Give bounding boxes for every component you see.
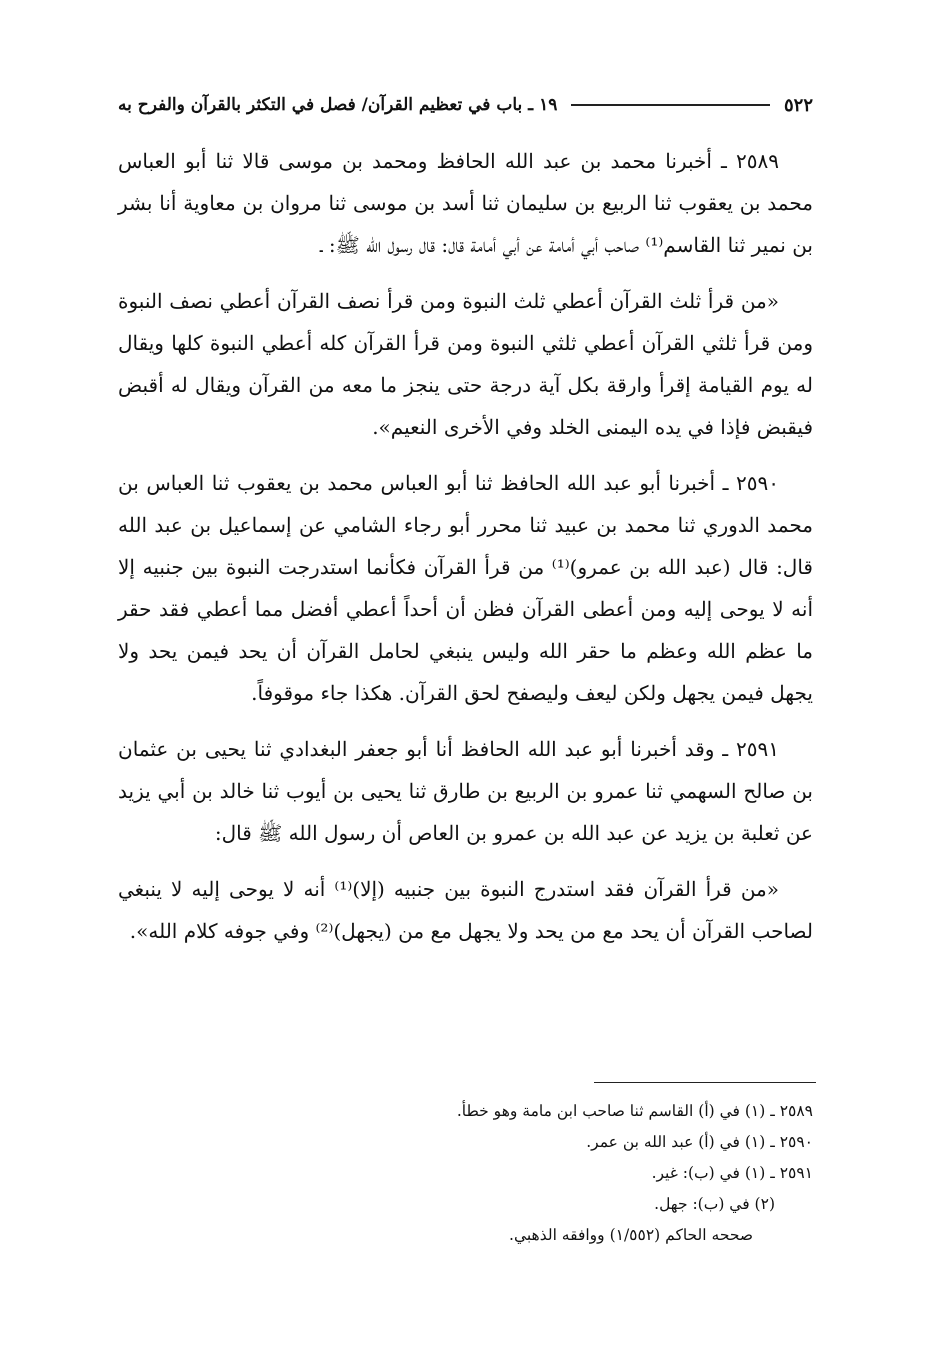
hadith-2591-matn: «من قرأ القرآن فقد استدرج النبوة بين جنبيه (إلا)⁽¹⁾ أنه لا يوحى إليه لا ينبغي لصاحب القرآن أن يحد مع من يحد ولا يجهل مع من (يجهل)⁽²⁾ وفي جوفه كلام الله». bbox=[118, 877, 813, 943]
footnote-authentication: صححه الحاكم (١/٥٥٢) ووافقه الذهبي. bbox=[509, 1226, 753, 1244]
header-rule bbox=[571, 104, 770, 106]
footnotes bbox=[300, 1096, 813, 1251]
hadith-2589-matn: «من قرأ ثلث القرآن أعطي ثلث النبوة ومن قرأ نصف القرآن أعطي نصف النبوة ومن قرأ ثلثي القرآن أعطي ثلثي النبوة ومن قرأ القرآن كله أعطي النبوة كلها ويقال له يوم القيامة إقرأ وارقة بكل آية درجة حتى ينجز ما معه من القرآن ويقال له أقبض فيقبض فإذا في يده اليمنى الخلد وفي الأخرى النعيم». bbox=[118, 289, 813, 439]
footnote-2590-1: ٢٥٩٠ ـ (١) في (أ) عبد الله بن عمر. bbox=[586, 1133, 813, 1151]
footnote-2591-2: (٢) في (ب): جهل. bbox=[654, 1195, 775, 1213]
hadith-2591-isnad: ٢٥٩١ ـ وقد أخبرنا أبو عبد الله الحافظ أنا أبو جعفر البغدادي ثنا يحيى بن عثمان بن صالح السهمي ثنا عمرو بن الربيع بن طارق ثنا يحيى بن أيوب ثنا خالد بن أبي يزيد عن ثعلبة بن يزيد عن عبد الله بن عمرو بن العاص أن رسول الله ﷺ قال: bbox=[118, 737, 814, 845]
running-title: ١٩ ـ باب في تعظيم القرآن/ فصل في التكثر بالقرآن والفرح به bbox=[118, 95, 558, 115]
footnote-2591-1: ٢٥٩١ ـ (١) في (ب): غير. bbox=[651, 1164, 813, 1182]
page-number: ٥٢٢ bbox=[783, 94, 813, 116]
hadith-2590: ٢٥٩٠ ـ أخبرنا أبو عبد الله الحافظ ثنا أبو العباس محمد بن يعقوب ثنا العباس بن محمد الدوري ثنا محمد بن عبيد ثنا محرر أبو رجاء الشامي عن إسماعيل بن عبد الله قال: قال (عبد الله بن عمرو)⁽¹⁾ من قرأ القرآن فكأنما استدرجت النبوة بين جنبيه إلا أنه لا يوحى إليه ومن أعطى القرآن فظن أن أحداً أعطي أفضل مما أعطي فقد حقر ما عظم الله وعظم ما حقر الله وليس ينبغي لحامل القرآن أن يحد فيمن يحد ولا يجهل فيمن يجهل ولكن ليعف وليصفح لحق القرآن. هكذا جاء موقوفاً. bbox=[118, 471, 813, 705]
running-header bbox=[118, 90, 813, 120]
main-text bbox=[118, 140, 813, 966]
footnote-rule bbox=[594, 1082, 816, 1083]
footnote-2589-1: ٢٥٨٩ ـ (١) في (أ) القاسم ثنا صاحب ابن مامة وهو خطأ. bbox=[456, 1102, 813, 1120]
hadith-2589-isnad: ٢٥٨٩ ـ أخبرنا محمد بن عبد الله الحافظ ومحمد بن موسى قالا ثنا أبو العباس محمد بن يعقوب ثنا الربيع بن سليمان ثنا أسد بن موسى ثنا مروان بن معاوية أنا بشر بن نمير ثنا القاسم⁽¹⁾ صاحب أبي أمامة عن أبي أمامة قال: قال رسول الله ﷺ: ـ bbox=[118, 149, 813, 257]
